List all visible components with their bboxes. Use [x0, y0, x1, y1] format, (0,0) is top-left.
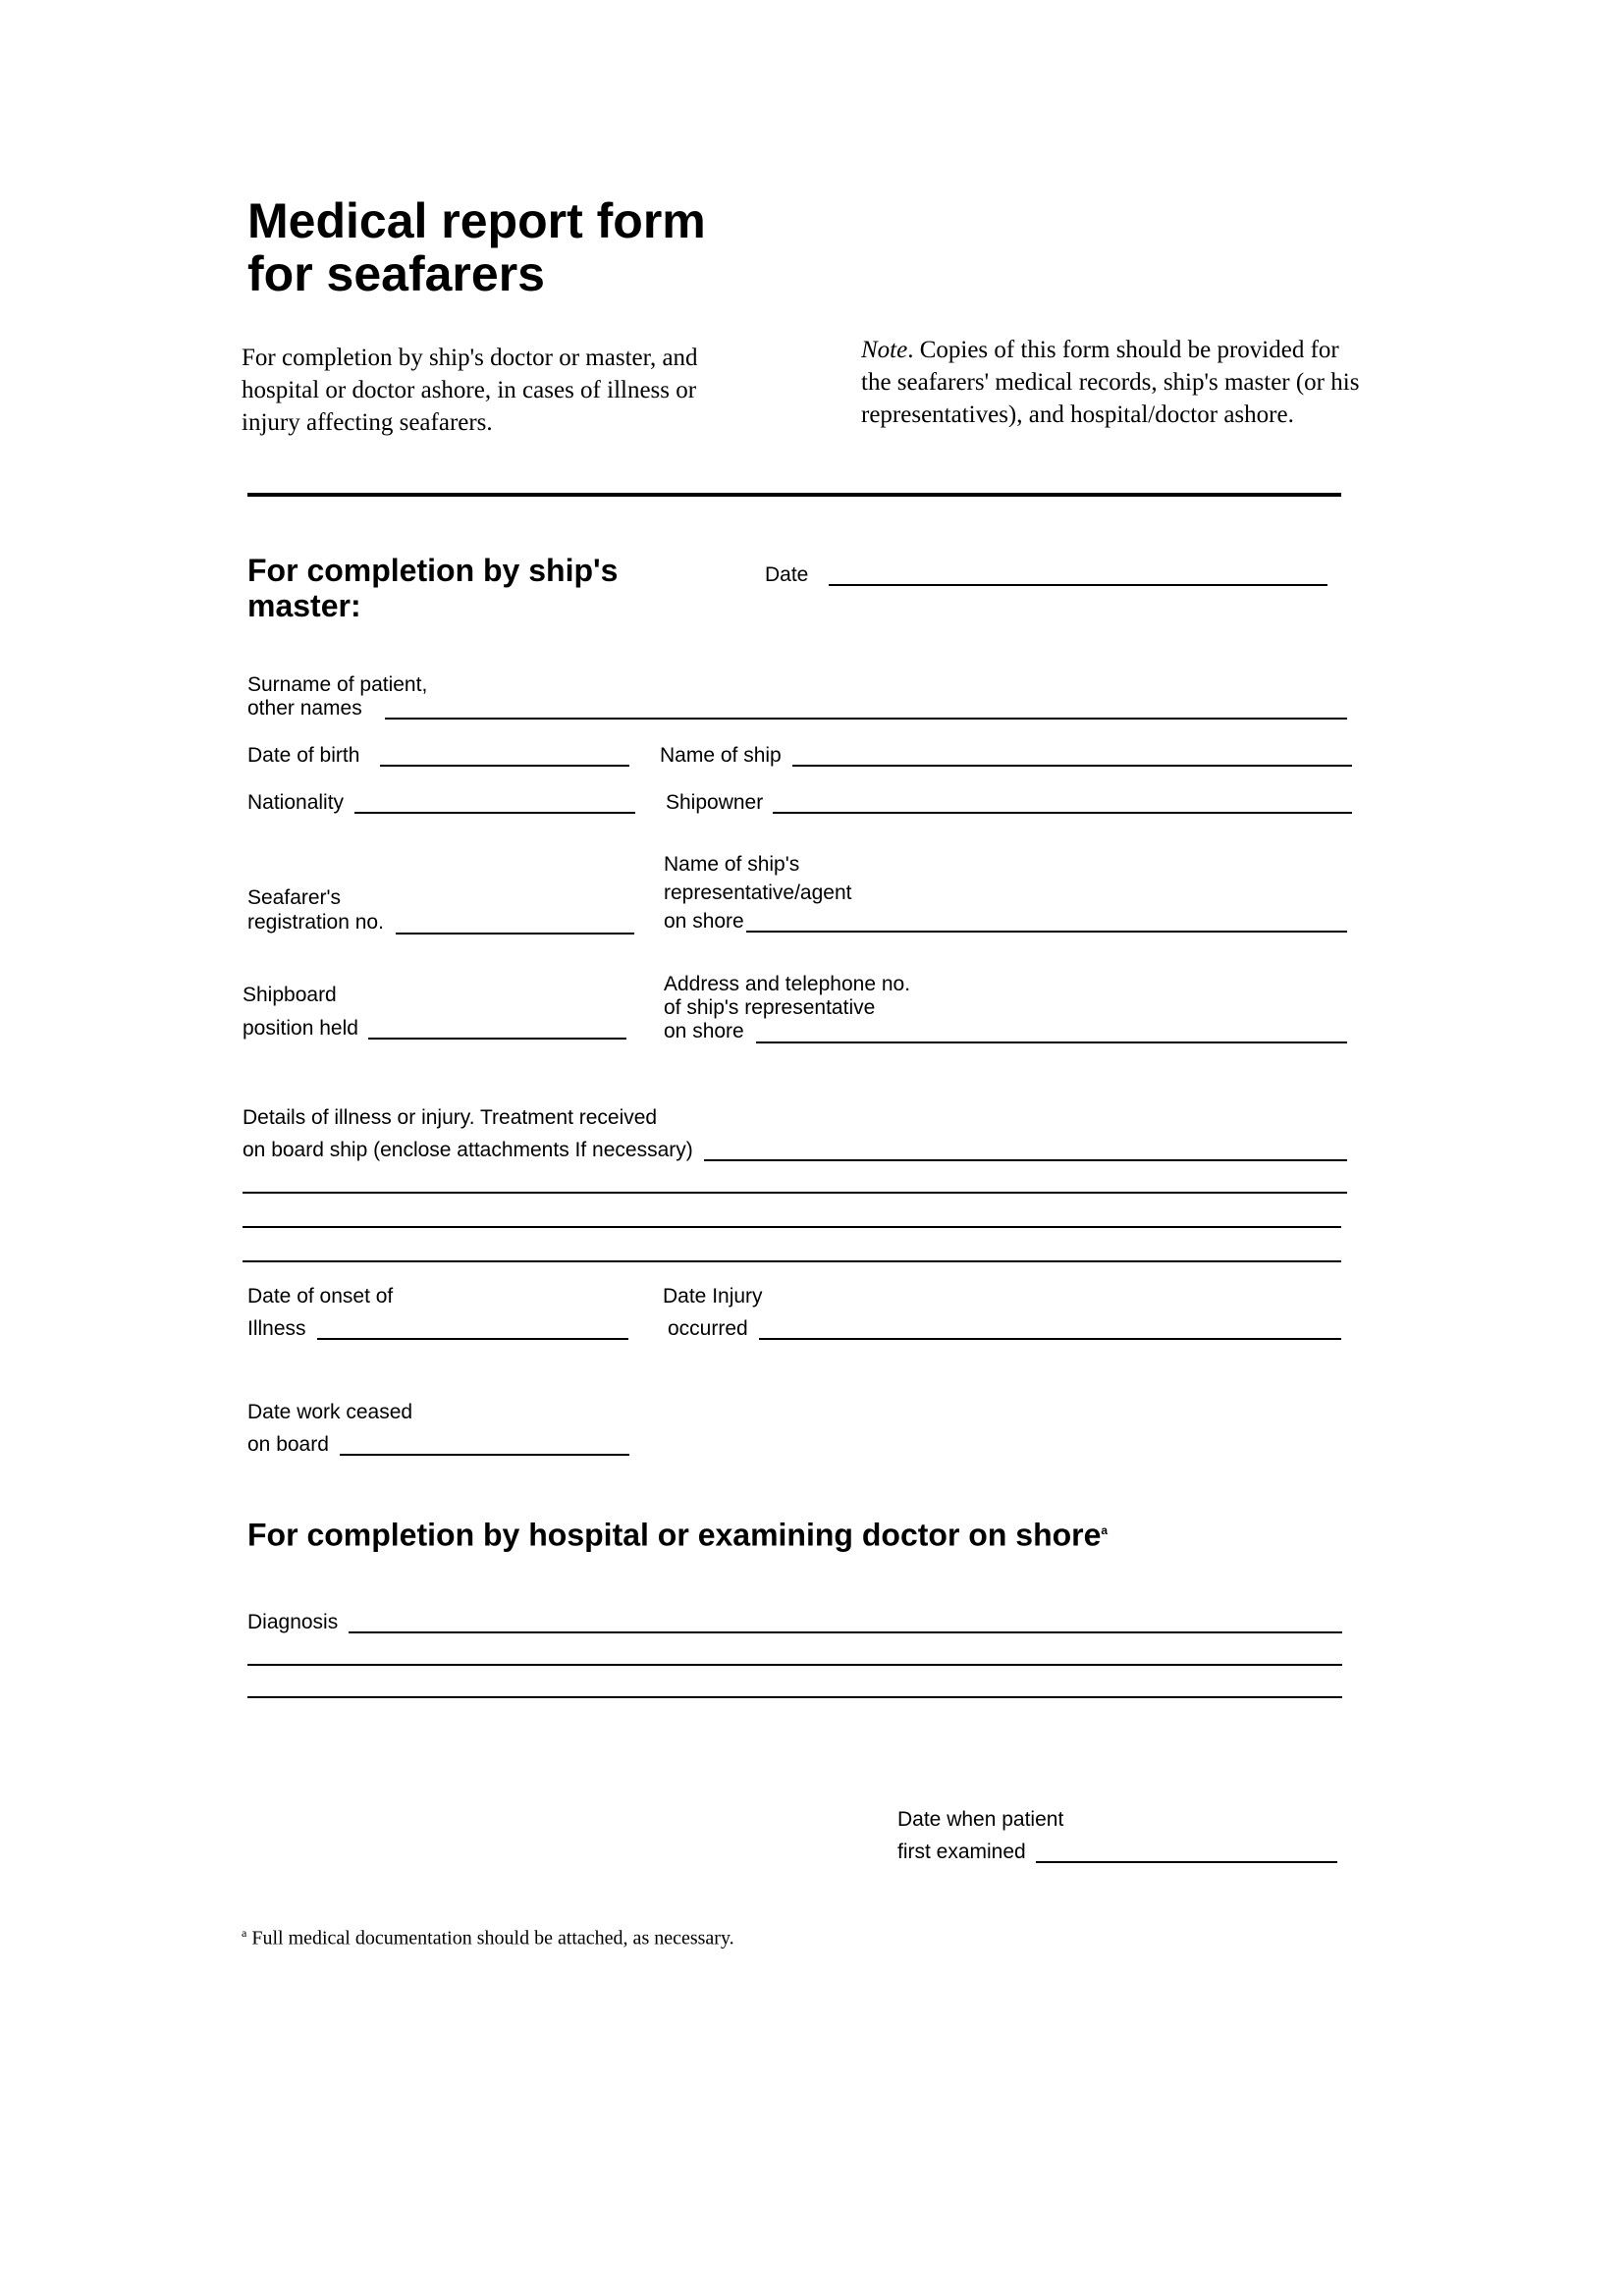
note-text: [861, 334, 1372, 431]
first-exam-label-2: first examined: [897, 1841, 1026, 1863]
title-line-1: Medical report form: [247, 193, 706, 248]
page-title: [247, 194, 706, 300]
onset-field[interactable]: [317, 1338, 628, 1340]
details-label-1: Details of illness or injury. Treatment received: [243, 1106, 658, 1129]
shipowner-label: Shipowner: [666, 791, 764, 814]
injury-label-2: occurred: [668, 1317, 748, 1340]
registration-label-2: registration no.: [247, 911, 384, 934]
ship-name-label: Name of ship: [660, 744, 782, 767]
nationality-field[interactable]: [354, 812, 635, 814]
doctor-section-heading: [247, 1513, 1108, 1553]
footnote: [242, 1926, 734, 1950]
registration-label-1: Seafarer's: [247, 886, 342, 909]
rep-address-label-2: of ship's representative: [664, 996, 876, 1019]
doctor-heading-footnote-marker: a: [1101, 1523, 1109, 1537]
section-divider: [247, 493, 1341, 497]
details-field-line-4[interactable]: [243, 1260, 1341, 1262]
details-label-2: on board ship (enclose attachments If necessary): [243, 1139, 693, 1161]
footnote-text: Full medical documentation should be attached, as necessary.: [251, 1927, 734, 1949]
rep-name-field[interactable]: [746, 931, 1347, 933]
registration-field[interactable]: [396, 933, 634, 934]
position-field[interactable]: [368, 1038, 626, 1040]
date-field[interactable]: [829, 584, 1327, 586]
doctor-heading-text: For completion by hospital or examining doctor on shore: [247, 1517, 1102, 1553]
rep-name-label-2: representative/agent: [664, 881, 852, 904]
footnote-marker: a: [242, 1926, 247, 1940]
note-label: Note: [861, 337, 908, 363]
diagnosis-field-line-2[interactable]: [247, 1664, 1342, 1666]
details-field-line-2[interactable]: [243, 1192, 1347, 1194]
injury-label-1: Date Injury: [663, 1285, 763, 1308]
dob-label: Date of birth: [247, 744, 360, 767]
first-exam-field[interactable]: [1036, 1861, 1337, 1863]
dob-field[interactable]: [380, 765, 629, 767]
rep-address-label-3: on shore: [664, 1020, 744, 1042]
ceased-label-1: Date work ceased: [247, 1401, 413, 1423]
position-label-1: Shipboard: [243, 984, 337, 1006]
date-label: Date: [765, 563, 809, 586]
surname-label-1: Surname of patient,: [247, 673, 428, 696]
rep-address-field[interactable]: [756, 1041, 1347, 1043]
first-exam-label-1: Date when patient: [897, 1808, 1064, 1831]
injury-field[interactable]: [759, 1338, 1341, 1340]
surname-label-2: other names: [247, 697, 362, 720]
diagnosis-field-line-3[interactable]: [247, 1696, 1342, 1698]
ceased-label-2: on board: [247, 1433, 329, 1456]
diagnosis-field-line-1[interactable]: [349, 1631, 1342, 1633]
shipowner-field[interactable]: [773, 812, 1352, 814]
intro-text: For completion by ship's doctor or master, and hospital or doctor ashore, in cases of illness or injury affecting seafarers.: [242, 345, 698, 436]
onset-label-2: Illness: [247, 1317, 306, 1340]
rep-address-label-1: Address and telephone no.: [664, 973, 911, 995]
ceased-field[interactable]: [340, 1454, 629, 1456]
diagnosis-label: Diagnosis: [247, 1611, 339, 1633]
details-field-line-3[interactable]: [243, 1226, 1341, 1228]
nationality-label: Nationality: [247, 791, 345, 814]
master-section-heading: For completion by ship's master:: [247, 553, 619, 623]
title-line-2: for seafarers: [247, 246, 545, 301]
surname-field[interactable]: [385, 718, 1347, 720]
position-label-2: position held: [243, 1017, 358, 1040]
note-body: . Copies of this form should be provided for the seafarers' medical records, ship's master (or his representatives), and hospital/doctor ashore.: [861, 337, 1360, 428]
ship-name-field[interactable]: [792, 765, 1352, 767]
rep-name-label-3: on shore: [664, 910, 744, 933]
rep-name-label-1: Name of ship's: [664, 853, 800, 876]
onset-label-1: Date of onset of: [247, 1285, 394, 1308]
details-field-line-1[interactable]: [704, 1159, 1347, 1161]
